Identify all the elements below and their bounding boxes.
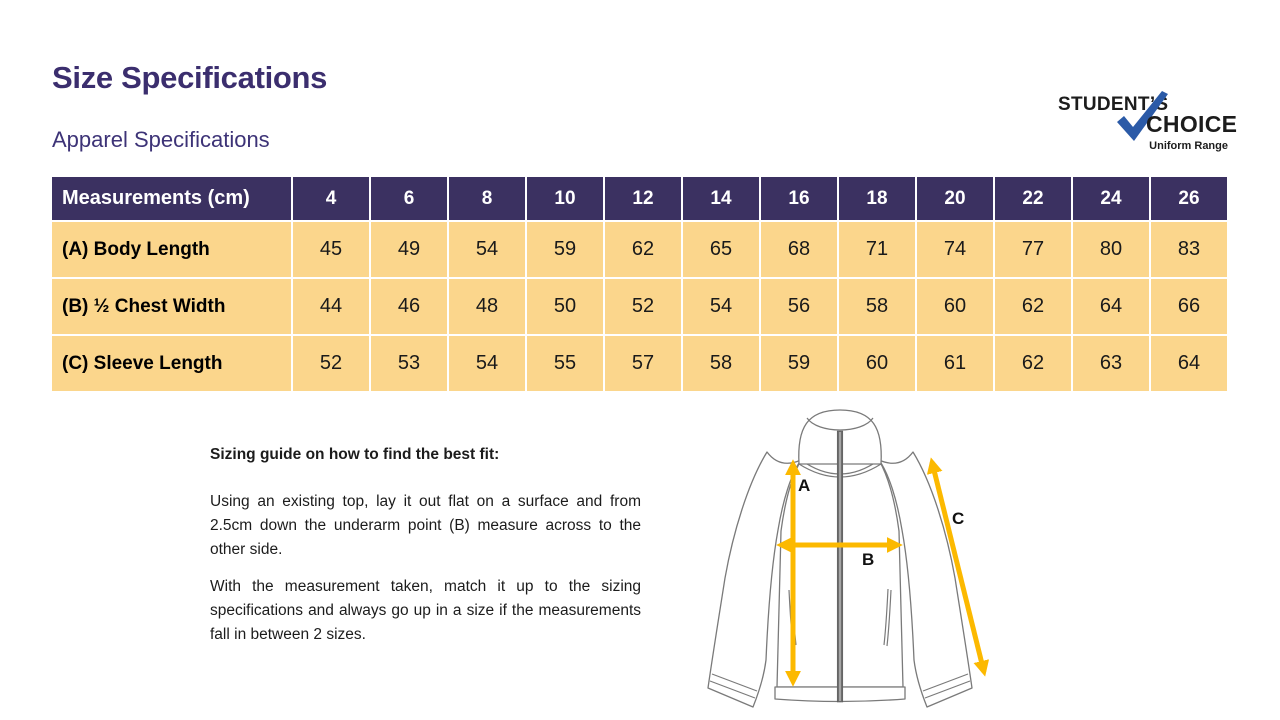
- page-title: Size Specifications: [52, 60, 328, 95]
- table-cell-value: 60: [917, 279, 993, 334]
- logo-line1: STUDENT’S: [1058, 94, 1169, 115]
- table-header-size: 22: [995, 177, 1071, 220]
- size-table: [52, 177, 1227, 391]
- label-a: A: [798, 476, 811, 495]
- table-cell-value: 54: [449, 336, 525, 391]
- sizing-guide-heading: Sizing guide on how to find the best fit:: [210, 446, 500, 463]
- table-cell-value: 65: [683, 222, 759, 277]
- table-cell-value: 44: [293, 279, 369, 334]
- page-subtitle: Apparel Specifications: [52, 127, 270, 152]
- table-cell-value: 45: [293, 222, 369, 277]
- table-cell-value: 58: [839, 279, 915, 334]
- table-cell-value: 52: [605, 279, 681, 334]
- table-cell-value: 68: [761, 222, 837, 277]
- logo-tagline: Uniform Range: [1149, 140, 1228, 152]
- table-cell-value: 74: [917, 222, 993, 277]
- table-cell-value: 64: [1073, 279, 1149, 334]
- table-cell-value: 63: [1073, 336, 1149, 391]
- table-cell-value: 64: [1151, 336, 1227, 391]
- table-header-size: 12: [605, 177, 681, 220]
- jacket-illustration: [680, 398, 1000, 720]
- students-choice-logo: [1056, 94, 1238, 160]
- table-cell-value: 50: [527, 279, 603, 334]
- table-header-size: 8: [449, 177, 525, 220]
- table-header-size: 20: [917, 177, 993, 220]
- table-header-size: 6: [371, 177, 447, 220]
- table-cell-value: 53: [371, 336, 447, 391]
- table-cell-value: 71: [839, 222, 915, 277]
- table-header-size: 4: [293, 177, 369, 220]
- table-cell-value: 62: [995, 279, 1071, 334]
- table-cell-value: 48: [449, 279, 525, 334]
- label-b: B: [862, 550, 875, 569]
- table-cell-value: 62: [995, 336, 1071, 391]
- table-cell-value: 46: [371, 279, 447, 334]
- jacket-measurement-diagram: [680, 398, 1000, 720]
- table-header-size: 14: [683, 177, 759, 220]
- table-header-size: 24: [1073, 177, 1149, 220]
- table-cell-value: 52: [293, 336, 369, 391]
- sizing-guide-paragraph-1: Using an existing top, lay it out flat on a surface and from 2.5cm down the underarm point (B) measure across to the other side.: [210, 493, 641, 558]
- table-cell-value: 83: [1151, 222, 1227, 277]
- table-cell-value: 62: [605, 222, 681, 277]
- table-cell-value: 60: [839, 336, 915, 391]
- table-header-size: 16: [761, 177, 837, 220]
- logo-line2: CHOICE: [1146, 111, 1238, 137]
- table-cell-value: 58: [683, 336, 759, 391]
- table-header-size: 18: [839, 177, 915, 220]
- table-cell-value: 54: [683, 279, 759, 334]
- table-cell-value: 55: [527, 336, 603, 391]
- table-row-label: (C) Sleeve Length: [52, 336, 291, 391]
- table-cell-value: 49: [371, 222, 447, 277]
- table-cell-value: 56: [761, 279, 837, 334]
- table-header-size: 10: [527, 177, 603, 220]
- sizing-guide-paragraph-2: With the measurement taken, match it up to the sizing specifications and always go up in a size if the measurements fall in between 2 sizes.: [210, 578, 641, 643]
- table-cell-value: 54: [449, 222, 525, 277]
- table-cell-value: 66: [1151, 279, 1227, 334]
- table-row-label: (A) Body Length: [52, 222, 291, 277]
- table-header-size: 26: [1151, 177, 1227, 220]
- table-cell-value: 61: [917, 336, 993, 391]
- table-row-label: (B) ½ Chest Width: [52, 279, 291, 334]
- table-header-measurements: Measurements (cm): [52, 177, 291, 220]
- table-cell-value: 77: [995, 222, 1071, 277]
- table-cell-value: 59: [527, 222, 603, 277]
- table-cell-value: 59: [761, 336, 837, 391]
- table-cell-value: 57: [605, 336, 681, 391]
- table-cell-value: 80: [1073, 222, 1149, 277]
- label-c: C: [952, 509, 965, 528]
- sizing-guide: [210, 446, 641, 660]
